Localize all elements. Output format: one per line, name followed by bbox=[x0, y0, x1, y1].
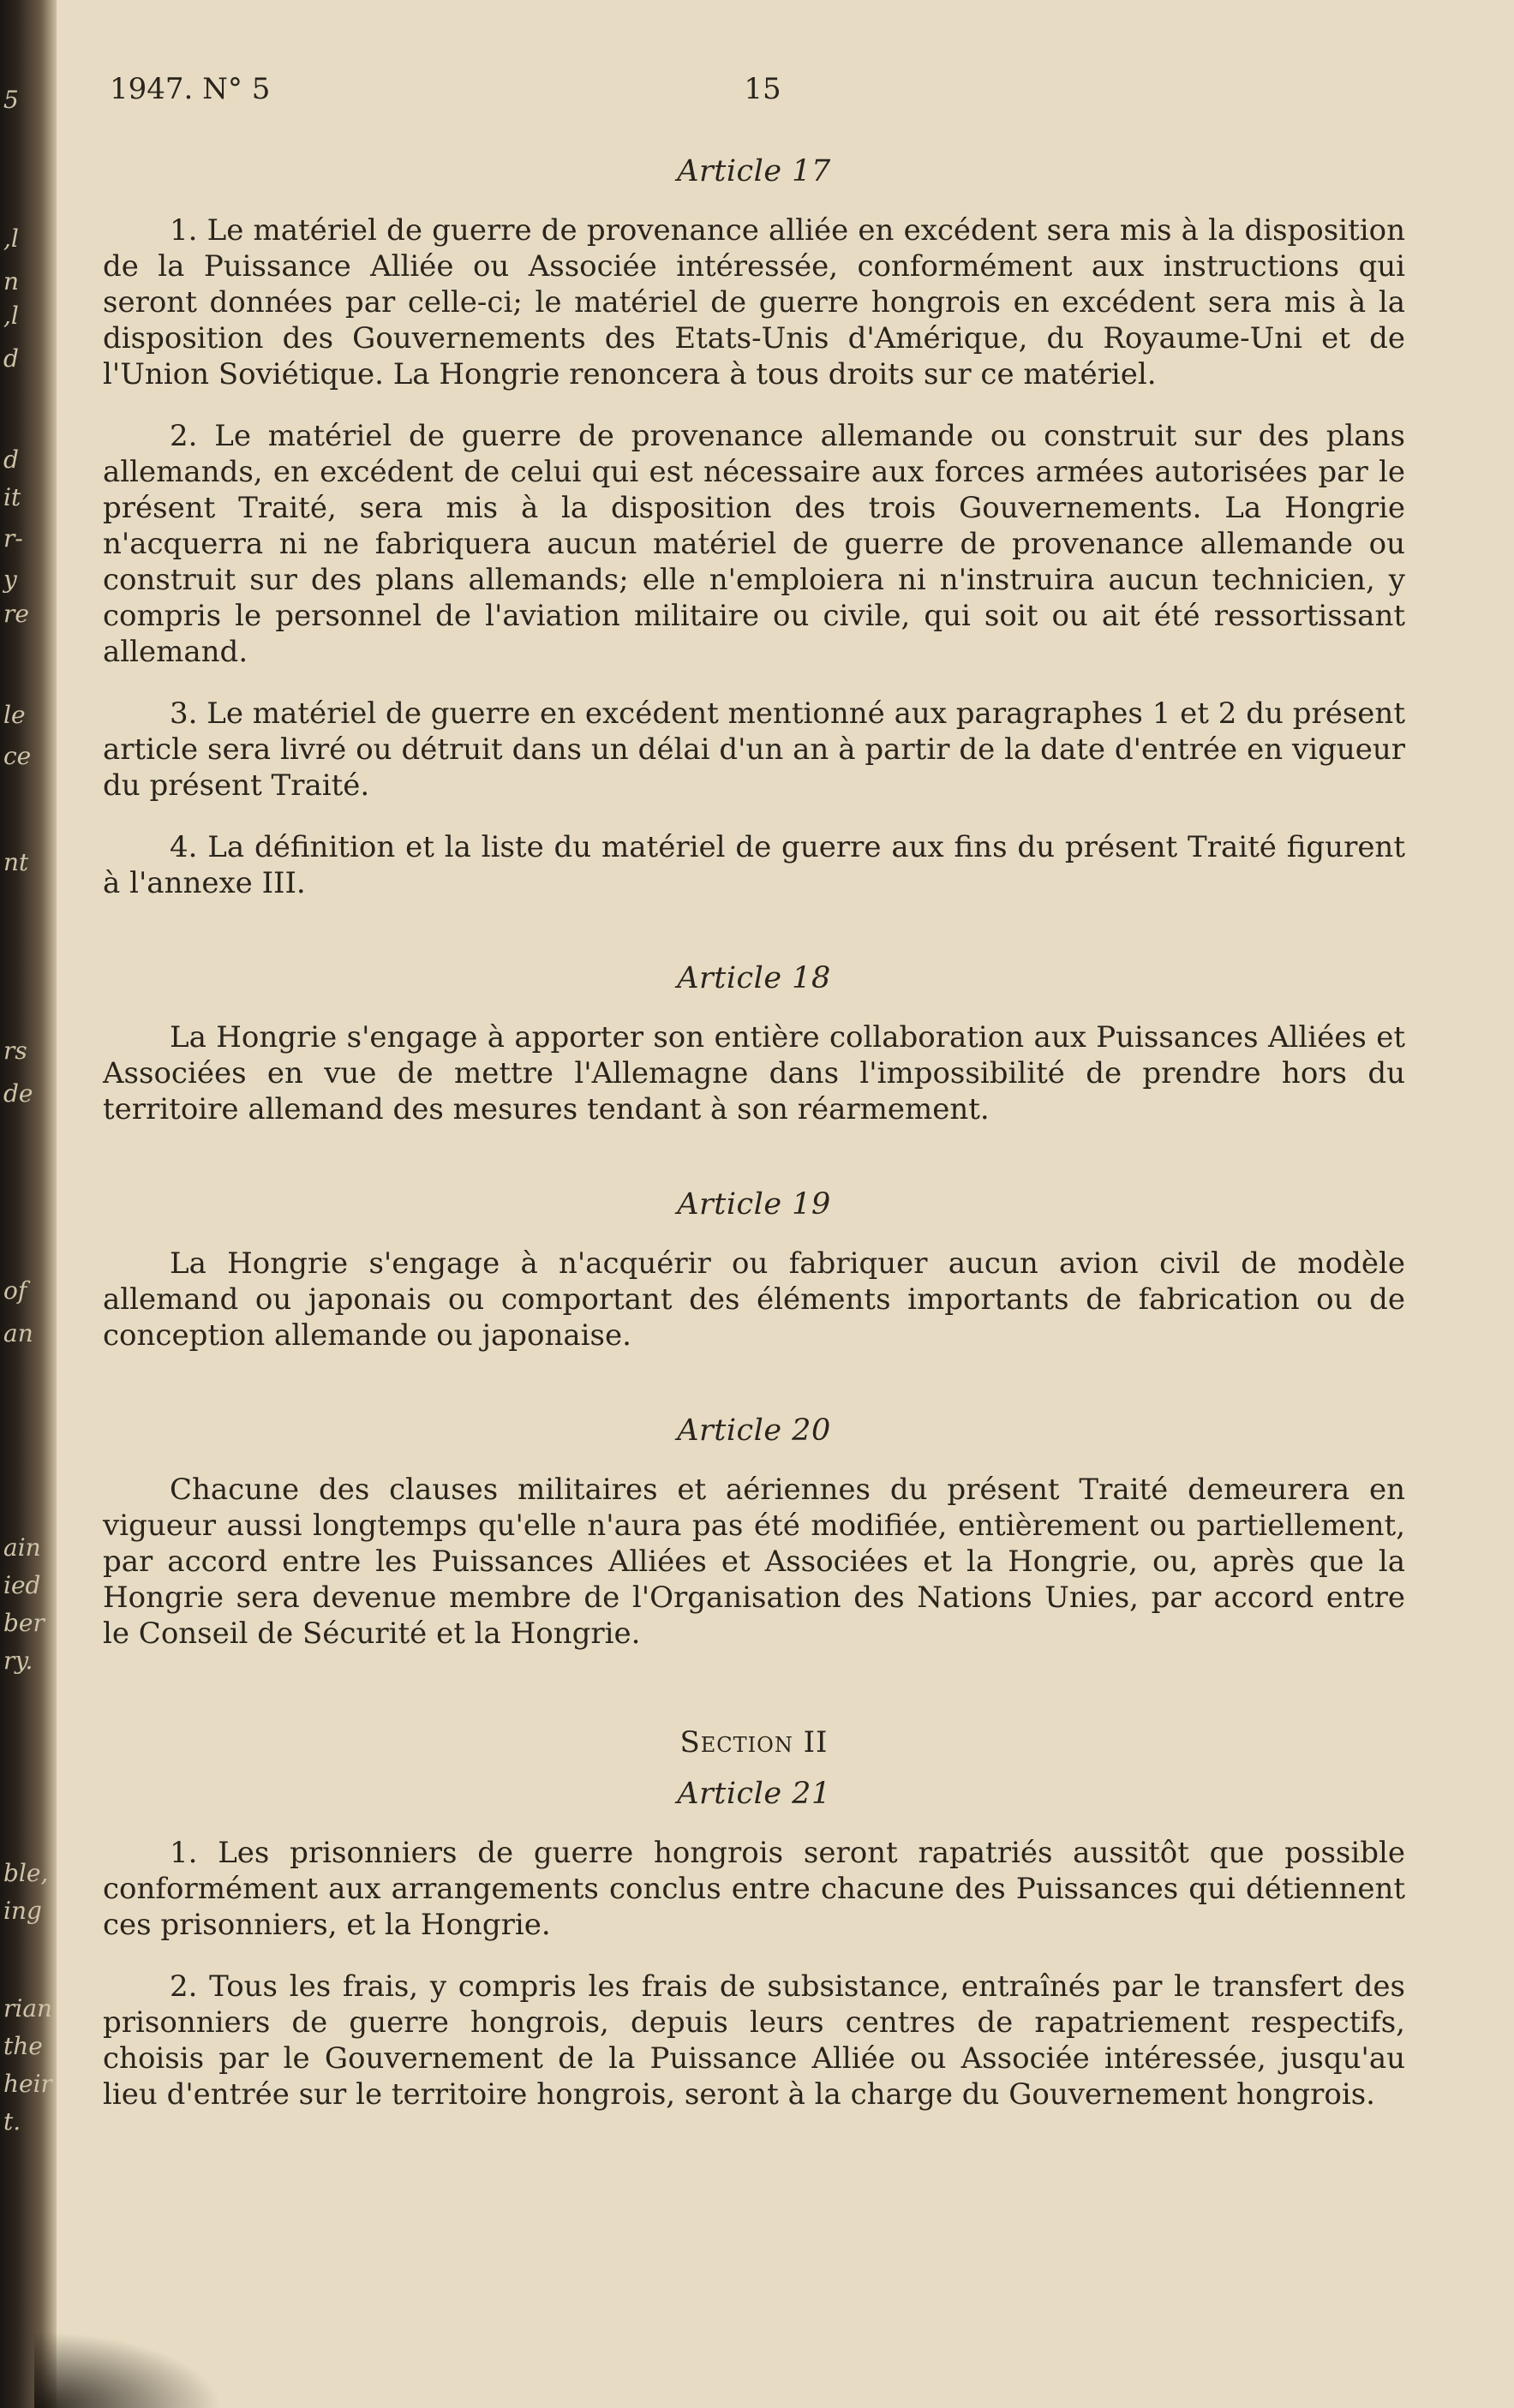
paragraph: 4. La définition et la liste du matériel de guerre aux fins du présent Traité figurent à l'annexe III. bbox=[103, 830, 1405, 900]
section-heading: Section II bbox=[679, 1725, 829, 1760]
margin-fragment: ain bbox=[3, 1533, 41, 1562]
margin-fragment: ,l bbox=[3, 224, 19, 253]
margin-fragment: rs bbox=[3, 1037, 27, 1065]
margin-fragment: d bbox=[3, 344, 19, 373]
margin-fragment: r- bbox=[3, 524, 23, 553]
margin-fragment: 5 bbox=[3, 86, 19, 114]
margin-fragment: ry. bbox=[3, 1646, 33, 1675]
article-20 bbox=[103, 1413, 1405, 1652]
article-heading: Article 20 bbox=[677, 1413, 831, 1448]
margin-fragment: of bbox=[3, 1276, 27, 1305]
margin-fragment: ied bbox=[3, 1571, 41, 1599]
margin-fragment: ber bbox=[3, 1609, 45, 1637]
margin-fragment: n bbox=[3, 267, 20, 296]
article-heading: Article 18 bbox=[677, 961, 831, 995]
margin-fragment: le bbox=[3, 701, 26, 729]
margin-fragment: y bbox=[3, 565, 17, 594]
margin-fragment: ble, bbox=[3, 1859, 49, 1887]
margin-fragment: de bbox=[3, 1079, 33, 1108]
article-heading: Article 17 bbox=[677, 154, 831, 188]
paragraph: 3. Le matériel de guerre en excédent mentionné aux paragraphes 1 et 2 du présent article sera livré ou détruit dans un délai d'un an à partir de la date d'entrée en vigueur du présent Traité. bbox=[103, 696, 1405, 803]
article-heading: Article 19 bbox=[677, 1187, 831, 1222]
paragraph: 1. Les prisonniers de guerre hongrois seront rapatriés aussitôt que possible conformément aux arrangements conclus entre chacune des Puissances qui détiennent ces prisonniers, et la Hongrie. bbox=[103, 1836, 1405, 1942]
paragraph: 2. Le matériel de guerre de provenance allemande ou construit sur des plans allemands, en excédent de celui qui est nécessaire aux forces armées autorisées par le présent Traité, sera mis à la disposition des trois Gouvernements. La Hongrie n'acquerra ni ne fabriquera aucun matériel de guerre de provenance allemande ou construit sur des plans allemands; elle n'emploiera ni n'instruira aucun technicien, y compris le personnel de l'aviation militaire ou civile, qui soit ou ait été ressortissant allemand. bbox=[103, 419, 1405, 669]
paragraph: La Hongrie s'engage à n'acquérir ou fabriquer aucun avion civil de modèle allemand ou japonais ou comportant des éléments importants de fabrication ou de conception allemande ou japonaise. bbox=[103, 1246, 1405, 1353]
page-header bbox=[103, 72, 1422, 123]
margin-fragment: re bbox=[3, 600, 29, 628]
margin-fragment: an bbox=[3, 1319, 33, 1347]
margin-fragment: ,l bbox=[3, 302, 19, 330]
paragraph: La Hongrie s'engage à apporter son entière collaboration aux Puissances Alliées et Associées en vue de mettre l'Allemagne dans l'impossibilité de prendre hors du territoire allemand des mesures tendant à son réarmement. bbox=[103, 1020, 1405, 1126]
document-page bbox=[103, 0, 1422, 2408]
margin-fragment: t. bbox=[3, 2107, 21, 2136]
page-number: 15 bbox=[744, 72, 781, 106]
article-17 bbox=[103, 154, 1405, 901]
margin-fragment: ing bbox=[3, 1897, 42, 1925]
margin-fragment: it bbox=[3, 483, 21, 511]
paragraph: 2. Tous les frais, y compris les frais de subsistance, entraînés par le transfert des prisonniers de guerre hongrois, depuis leurs centres de rapatriement respectifs, choisis par le Gouvernement de la Puissance Alliée ou Associée intéressée, jusqu'au lieu d'entrée sur le territoire hongrois, seront à la charge du Gouvernement hongrois. bbox=[103, 1969, 1405, 2112]
year-and-number: 1947. N° 5 bbox=[110, 72, 271, 106]
margin-fragment: the bbox=[3, 2032, 43, 2060]
page-body bbox=[103, 154, 1405, 2138]
section-ii bbox=[103, 1725, 1405, 2112]
margin-fragment: ce bbox=[3, 742, 32, 770]
previous-page-margin bbox=[0, 0, 57, 2408]
paragraph: 1. Le matériel de guerre de provenance alliée en excédent sera mis à la disposition de la Puissance Alliée ou Associée intéressée, conformément aux instructions qui seront données par celle-ci; le matériel de guerre hongrois en excédent sera mis à la disposition des Gouvernements des Etats-Unis d'Amérique, du Royaume-Uni et de l'Union Soviétique. La Hongrie renoncera à tous droits sur ce matériel. bbox=[103, 213, 1405, 391]
paragraph: Chacune des clauses militaires et aériennes du présent Traité demeurera en vigueur aussi longtemps qu'elle n'aura pas été modifiée, entièrement ou partiellement, par accord entre les Puissances Alliées et Associées et la Hongrie, ou, après que la Hongrie sera devenue membre de l'Organisation des Nations Unies, par accord entre le Conseil de Sécurité et la Hongrie. bbox=[103, 1473, 1405, 1651]
margin-fragment: heir bbox=[3, 2070, 52, 2098]
article-19 bbox=[103, 1187, 1405, 1353]
margin-fragment: nt bbox=[3, 848, 29, 876]
margin-fragment: d bbox=[3, 445, 19, 474]
article-heading: Article 21 bbox=[677, 1777, 831, 1811]
article-18 bbox=[103, 961, 1405, 1127]
margin-fragment: rian bbox=[3, 1994, 53, 2023]
